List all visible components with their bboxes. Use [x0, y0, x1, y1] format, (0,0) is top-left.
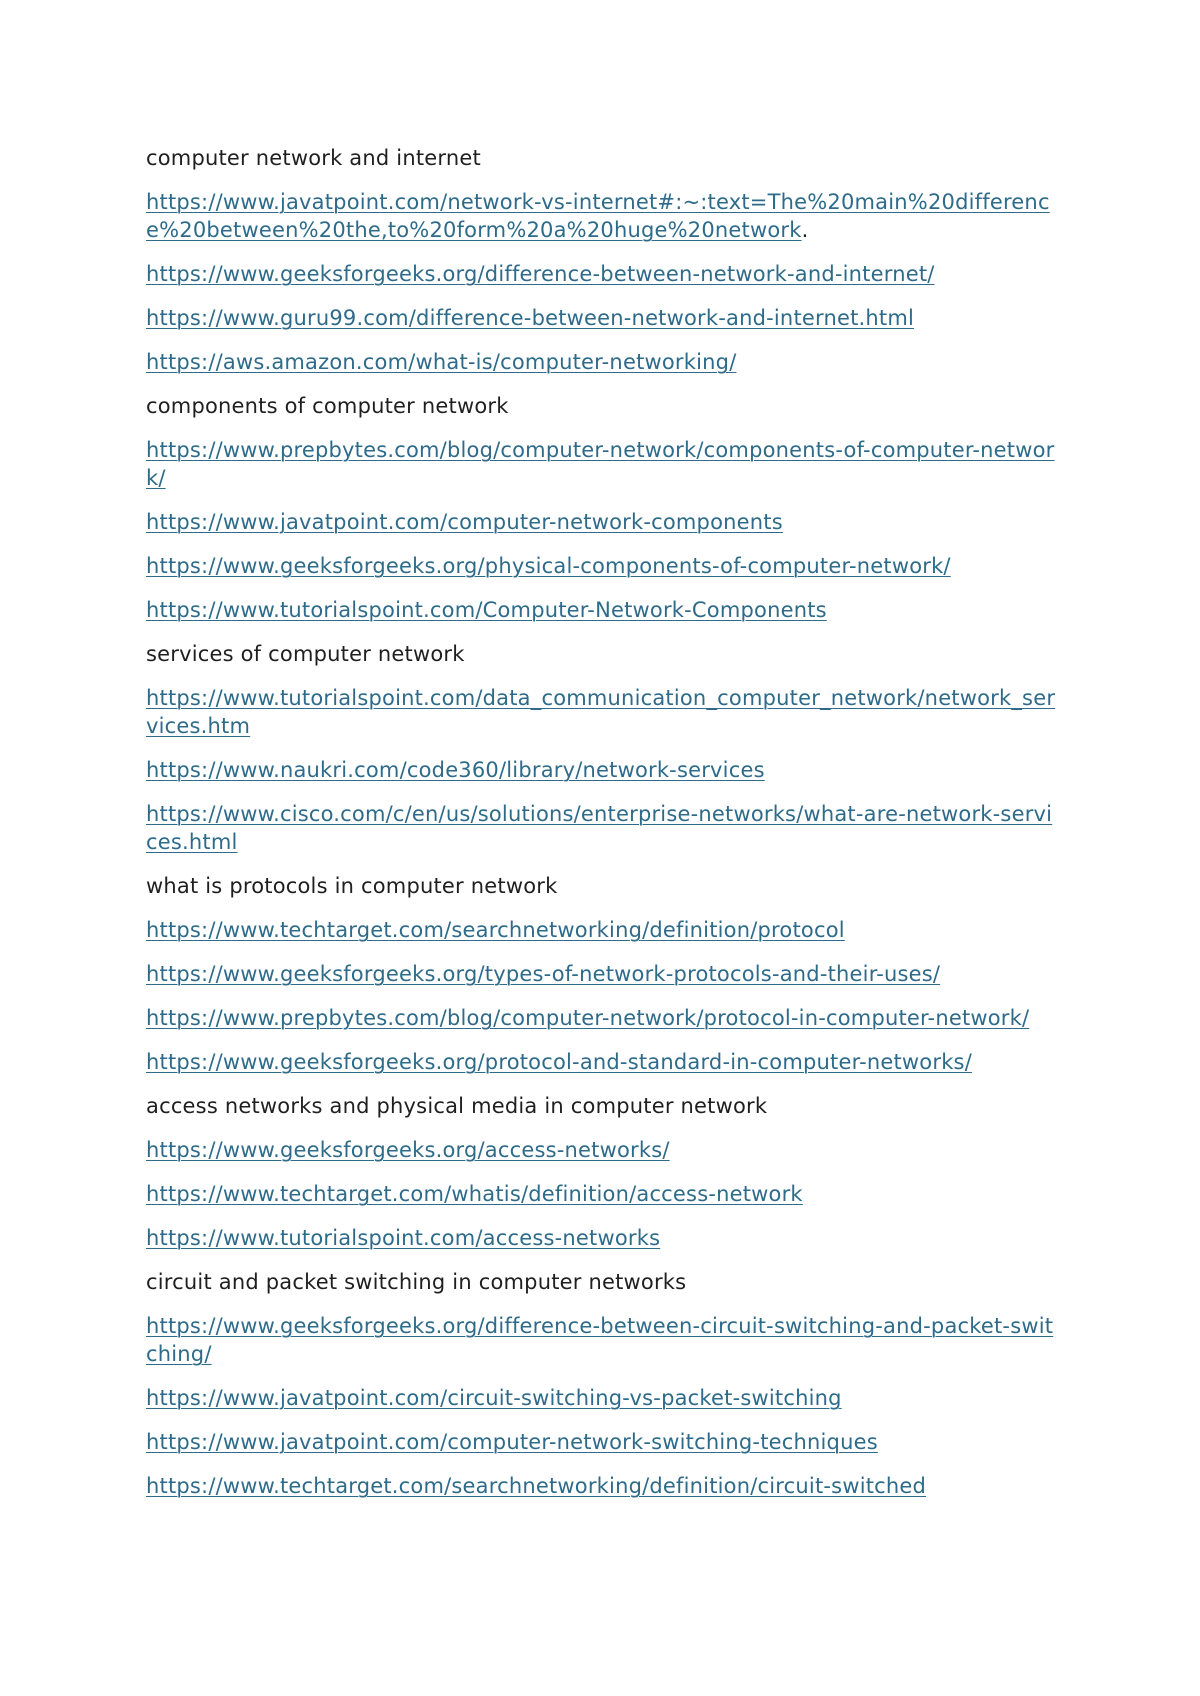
link-paragraph — [146, 1136, 1056, 1164]
link-paragraph — [146, 348, 1056, 376]
link-paragraph — [146, 1472, 1056, 1500]
reference-link[interactable]: https://aws.amazon.com/what-is/computer-networking/ — [146, 350, 737, 374]
section-heading-services: services of computer network — [146, 642, 465, 666]
reference-link[interactable]: https://www.naukri.com/code360/library/network-services — [146, 758, 765, 782]
reference-link[interactable]: https://www.tutorialspoint.com/Computer-Network-Components — [146, 598, 827, 622]
section-heading-components: components of computer network — [146, 394, 509, 418]
link-trailing-period: . — [801, 218, 809, 242]
reference-link[interactable]: https://www.tutorialspoint.com/access-networks — [146, 1226, 661, 1250]
reference-link[interactable]: https://www.geeksforgeeks.org/protocol-and-standard-in-computer-networks/ — [146, 1050, 972, 1074]
reference-link[interactable]: https://www.geeksforgeeks.org/physical-components-of-computer-network/ — [146, 554, 951, 578]
reference-link[interactable]: https://www.prepbytes.com/blog/computer-network/components-of-computer-network/ — [146, 438, 1055, 490]
link-paragraph — [146, 596, 1056, 624]
link-paragraph — [146, 960, 1056, 988]
link-paragraph — [146, 1004, 1056, 1032]
link-paragraph — [146, 188, 1056, 244]
document-body — [146, 144, 1056, 1516]
reference-link[interactable]: https://www.techtarget.com/whatis/definition/access-network — [146, 1182, 803, 1206]
section-heading-access-networks: access networks and physical media in computer network — [146, 1094, 768, 1118]
reference-link[interactable]: https://www.javatpoint.com/computer-network-components — [146, 510, 783, 534]
link-paragraph — [146, 916, 1056, 944]
link-paragraph — [146, 800, 1056, 856]
reference-link[interactable]: https://www.tutorialspoint.com/data_communication_computer_network/network_services.htm — [146, 686, 1056, 738]
reference-link[interactable]: https://www.guru99.com/difference-between-network-and-internet.html — [146, 306, 915, 330]
link-paragraph — [146, 1048, 1056, 1076]
section-heading-internet: computer network and internet — [146, 146, 481, 170]
section-heading-switching: circuit and packet switching in computer networks — [146, 1270, 687, 1294]
reference-link[interactable]: https://www.javatpoint.com/network-vs-internet#:~:text=The%20main%20difference%20between%20the,to%20form%20a%20huge%20network — [146, 190, 1050, 242]
reference-link[interactable]: https://www.javatpoint.com/computer-network-switching-techniques — [146, 1430, 878, 1454]
link-paragraph — [146, 436, 1056, 492]
reference-link[interactable]: https://www.geeksforgeeks.org/types-of-network-protocols-and-their-uses/ — [146, 962, 941, 986]
link-paragraph — [146, 260, 1056, 288]
link-paragraph — [146, 304, 1056, 332]
link-paragraph — [146, 756, 1056, 784]
link-paragraph — [146, 684, 1056, 740]
link-paragraph — [146, 1428, 1056, 1456]
reference-link[interactable]: https://www.techtarget.com/searchnetworking/definition/protocol — [146, 918, 845, 942]
reference-link[interactable]: https://www.geeksforgeeks.org/difference-between-circuit-switching-and-packet-switching/ — [146, 1314, 1054, 1366]
link-paragraph — [146, 1312, 1056, 1368]
reference-link[interactable]: https://www.prepbytes.com/blog/computer-network/protocol-in-computer-network/ — [146, 1006, 1030, 1030]
reference-link[interactable]: https://www.techtarget.com/searchnetworking/definition/circuit-switched — [146, 1474, 927, 1498]
link-paragraph — [146, 1224, 1056, 1252]
link-paragraph — [146, 552, 1056, 580]
link-paragraph — [146, 508, 1056, 536]
reference-link[interactable]: https://www.cisco.com/c/en/us/solutions/enterprise-networks/what-are-network-services.html — [146, 802, 1053, 854]
link-paragraph — [146, 1384, 1056, 1412]
section-heading-protocols: what is protocols in computer network — [146, 874, 558, 898]
reference-link[interactable]: https://www.javatpoint.com/circuit-switching-vs-packet-switching — [146, 1386, 842, 1410]
reference-link[interactable]: https://www.geeksforgeeks.org/access-networks/ — [146, 1138, 670, 1162]
reference-link[interactable]: https://www.geeksforgeeks.org/difference-between-network-and-internet/ — [146, 262, 935, 286]
link-paragraph — [146, 1180, 1056, 1208]
